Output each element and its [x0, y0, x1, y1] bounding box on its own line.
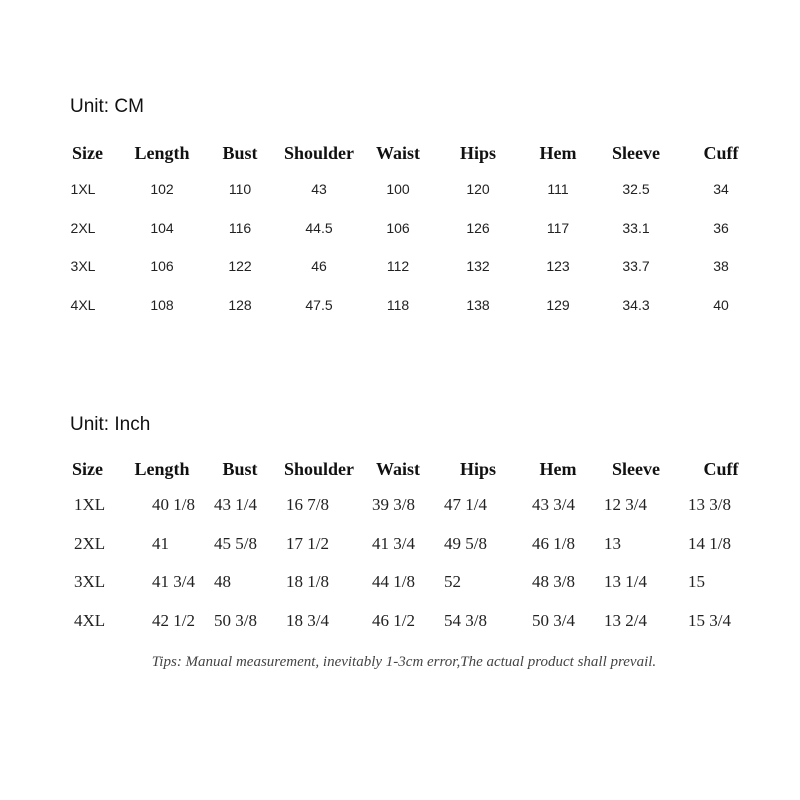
cell-shoulder: 17 1/2: [286, 533, 329, 553]
cell-cuff: 38: [713, 258, 729, 275]
size-table-cm: [58, 136, 764, 324]
header-bust: Bust: [222, 142, 258, 163]
cell-size: 2XL: [74, 533, 106, 553]
header-size: Size: [72, 458, 103, 479]
cell-hips: 120: [466, 181, 490, 198]
cell-cuff: 14 1/8: [688, 533, 731, 553]
header-sleeve: Sleeve: [612, 458, 660, 479]
cell-waist: 41 3/4: [372, 533, 415, 553]
header-shoulder: Shoulder: [283, 142, 355, 163]
table-row: [58, 602, 764, 641]
cell-bust: 50 3/8: [214, 610, 257, 630]
table-row: [58, 486, 764, 525]
cell-size: 3XL: [74, 572, 106, 592]
cell-bust: 122: [228, 258, 252, 275]
table-header-row: [58, 452, 764, 486]
cell-waist: 46 1/2: [372, 610, 415, 630]
unit-label-cm: Unit: CM: [70, 96, 144, 117]
cell-cuff: 15: [688, 572, 705, 592]
cell-cuff: 34: [713, 181, 729, 198]
header-hem: Hem: [539, 458, 577, 479]
table-row: [58, 563, 764, 602]
cell-size: 3XL: [70, 258, 96, 275]
table-row: [58, 247, 764, 286]
cell-hips: 132: [466, 258, 490, 275]
table-row: [58, 209, 764, 248]
cell-hem: 46 1/8: [532, 533, 575, 553]
cell-bust: 116: [228, 219, 252, 236]
cell-hem: 50 3/4: [532, 610, 575, 630]
cell-length: 104: [150, 219, 174, 236]
table-row: [58, 286, 764, 325]
cell-waist: 39 3/8: [372, 495, 415, 515]
cell-hips: 47 1/4: [444, 495, 487, 515]
cell-cuff: 13 3/8: [688, 495, 731, 515]
table-header-row: [58, 136, 764, 170]
cell-cuff: 36: [713, 219, 729, 236]
header-waist: Waist: [375, 142, 420, 163]
cell-size: 4XL: [74, 610, 106, 630]
cell-length: 41 3/4: [152, 572, 195, 592]
cell-hem: 117: [546, 219, 570, 236]
cell-bust: 48: [214, 572, 231, 592]
header-length: Length: [134, 142, 190, 163]
unit-label-inch: Unit: Inch: [70, 414, 151, 435]
header-size: Size: [72, 142, 103, 163]
cell-sleeve: 13 2/4: [604, 610, 647, 630]
cell-sleeve: 13: [604, 533, 621, 553]
header-hem: Hem: [539, 142, 577, 163]
cell-hips: 49 5/8: [444, 533, 487, 553]
cell-size: 2XL: [70, 219, 96, 236]
cell-hem: 43 3/4: [532, 495, 575, 515]
cell-hem: 48 3/8: [532, 572, 575, 592]
cell-shoulder: 16 7/8: [286, 495, 329, 515]
cell-cuff: 15 3/4: [688, 610, 731, 630]
cell-waist: 112: [386, 258, 410, 275]
size-table-inch: [58, 452, 764, 640]
cell-bust: 128: [228, 296, 252, 313]
cell-hips: 126: [466, 219, 490, 236]
cell-sleeve: 13 1/4: [604, 572, 647, 592]
cell-length: 102: [150, 181, 174, 198]
cell-length: 108: [150, 296, 174, 313]
header-hips: Hips: [459, 458, 497, 479]
cell-length: 40 1/8: [152, 495, 195, 515]
header-length: Length: [134, 458, 190, 479]
table-row: [58, 170, 764, 209]
cell-sleeve: 34.3: [622, 296, 650, 313]
cell-bust: 43 1/4: [214, 495, 257, 515]
cell-sleeve: 12 3/4: [604, 495, 647, 515]
table-row: [58, 525, 764, 564]
header-waist: Waist: [375, 458, 420, 479]
cell-bust: 110: [228, 181, 252, 198]
header-cuff: Cuff: [703, 458, 739, 479]
cell-length: 42 1/2: [152, 610, 195, 630]
header-sleeve: Sleeve: [612, 142, 660, 163]
header-bust: Bust: [222, 458, 258, 479]
cell-waist: 106: [386, 219, 410, 236]
cell-hips: 138: [466, 296, 490, 313]
cell-hips: 52: [444, 572, 461, 592]
header-cuff: Cuff: [703, 142, 739, 163]
cell-waist: 118: [386, 296, 410, 313]
cell-sleeve: 33.7: [622, 258, 650, 275]
cell-hips: 54 3/8: [444, 610, 487, 630]
cell-shoulder: 43: [311, 181, 327, 198]
cell-hem: 129: [546, 296, 570, 313]
cell-bust: 45 5/8: [214, 533, 257, 553]
measurement-tips: Tips: Manual measurement, inevitably 1-3cm error,The actual product shall prevail.: [151, 654, 657, 670]
cell-sleeve: 32.5: [622, 181, 650, 198]
cell-shoulder: 18 1/8: [286, 572, 329, 592]
cell-shoulder: 47.5: [305, 296, 333, 313]
header-hips: Hips: [459, 142, 497, 163]
cell-hem: 111: [547, 181, 569, 198]
cell-cuff: 40: [713, 296, 729, 313]
cell-shoulder: 44.5: [305, 219, 333, 236]
cell-size: 4XL: [70, 296, 96, 313]
cell-sleeve: 33.1: [622, 219, 650, 236]
cell-hem: 123: [546, 258, 570, 275]
cell-waist: 44 1/8: [372, 572, 415, 592]
header-shoulder: Shoulder: [283, 458, 355, 479]
cell-length: 41: [152, 533, 169, 553]
cell-size: 1XL: [74, 495, 106, 515]
cell-shoulder: 18 3/4: [286, 610, 329, 630]
cell-waist: 100: [386, 181, 410, 198]
cell-length: 106: [150, 258, 174, 275]
cell-size: 1XL: [70, 181, 96, 198]
cell-shoulder: 46: [311, 258, 327, 275]
